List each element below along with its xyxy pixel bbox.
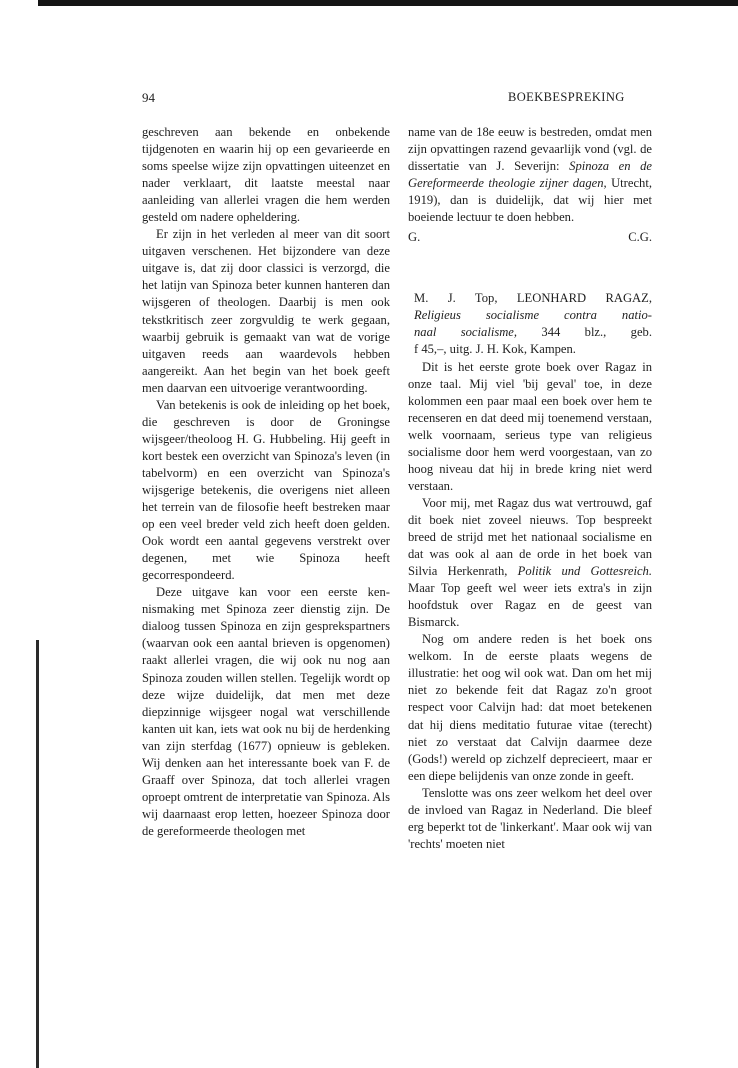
paragraph: Nog om andere reden is het boek ons welkom. In de eerste plaats wegens de illustratie: het oog wil ook wat. Dan om het mij niet zo bekende feit dat Ragaz zo'n groot respect voor Calvijn had: dat moet betekenen dat hij diens meditatio futurae vitae (terecht) niet zo verstaat dat Calvijn daarmee deze (Gods!) wereld op zichzelf deprecieert, maar er een diepe belijdenis van onze zonde in geeft. (408, 632, 652, 783)
signature-right: C.G. (628, 230, 652, 245)
right-column (408, 124, 652, 853)
paragraph-text: Voor mij, met Ragaz dus wat vertrouwd, gaf dit boek niet zoveel nieuws. Top bespreekt breed de strijd met het nationaal socialisme en dat was ook al aan de orde in het boek van Silvia Herkenrath, (408, 495, 652, 579)
scan-top-edge (38, 0, 738, 6)
review-heading (408, 290, 652, 358)
paragraph-text: Maar Top geeft wel weer iets extra's in zijn hoofdstuk over Ragaz en de geest van Bismarck. (408, 581, 652, 630)
review-title-line: Religieus socialisme contra natio- (414, 308, 652, 323)
running-head: BOEKBESPREKING (508, 90, 625, 104)
paragraph: geschreven aan bekende en onbekende tijdgenoten en waarin hij op een gevarieerde en soms speelse wijze zijn opvattingen uiteenzet en nader verklaart, dit laatste meestal naar aanleiding van allerlei vragen die hem werden gesteld om nadere opheldering. (142, 125, 390, 225)
signature-left: G. (408, 230, 421, 245)
review-publisher-line: f 45,–, uitg. J. H. Kok, Kampen. (414, 342, 576, 357)
review-pages: 344 blz., geb. (517, 325, 652, 340)
review-title-line (414, 324, 652, 341)
paragraph-text: name van de 18e eeuw is bestreden, omdat men zijn opvattingen razend gevaarlijk vond (vgl. de dissertatie van J. Severijn: (408, 125, 652, 174)
review-signature (408, 229, 652, 246)
paragraph (408, 495, 652, 631)
paragraph-text: Utrecht, 1919), dan is duidelijk, dat wij hier met boeiende lectuur te doen hebben. (408, 176, 653, 225)
book-title: Spinoza en de Gereformeerde theologie zijner dagen, (408, 159, 652, 191)
left-column (142, 124, 390, 840)
paragraph (408, 124, 652, 226)
page-number: 94 (142, 90, 155, 105)
paragraph: Er zijn in het verleden al meer van dit soort uitgaven verschenen. Het bijzondere van deze uitgave is, dat zij door classici is verzorgd, die het latijn van Spinoza beter kunnen hanteren dan wijsgeren of theologen. Daarbij is men ook tekstkritisch zeer zorgvuldig te werk gegaan, waarbij gebruik is gemaakt van wat de vorige uitgaven reeds aan waardevols hebben aangereikt. Aan het begin van het boek geeft men daarvan een uitvoerige verantwoording. (142, 227, 390, 395)
review-author-line: M. J. Top, LEONHARD RAGAZ, (414, 291, 652, 306)
paragraph: Tenslotte was ons zeer welkom het deel over de invloed van Ragaz in Nederland. Die bleef erg beperkt tot de 'linkerkant'. Maar ook wij van 'rechts' moeten niet (408, 785, 652, 851)
paragraph: Van betekenis is ook de inleiding op het boek, die geschreven is door de Groningse wijsgeer/theoloog H. G. Hubbeling. Hij geeft in kort bestek een overzicht van Spinoza's leven (in tabelvorm) en een overzicht van Spinoza's wijsgerige betekenis, die overigens niet alleen het terrein van de filosofie heeft bestreken maar op een veel breder veld zich heeft doen gelden. Ook wordt een aantal gegevens verstrekt over degenen, met wie Spinoza heeft gecorrespondeerd. (142, 397, 390, 583)
paragraph: Deze uitgave kan voor een eerste kennismaking met Spinoza zeer dienstig zijn. De dialoog tussen Spinoza en zijn gesprekspartners (waarvan ook een aantal brieven is opgenomen) raakt allerlei vragen, die wij ook nu nog aan Spinoza zouden willen stellen. Tegelijk wordt op deze wijze duidelijk, dat men met deze diepzinnige wijsgeer nogal wat verschillende kanten uit kan, iets wat ook nu bij de herdenking van zijn sterfdag (1677) opnieuw is gebleken. Wij denken aan het interessante boek van F. de Graaff over Spinoza, dat toch allerlei vragen oproept omtrent de interpretatie van Spinoza. Als wij daarnaast erop letten, hoezeer Spinoza door de gereformeerde theologen met (142, 585, 390, 838)
review-title-part: naal socialisme, (414, 325, 518, 340)
book-title: Politik und Gottesreich. (517, 564, 652, 579)
paragraph: Dit is het eerste grote boek over Ragaz in onze taal. Mij viel 'bij geval' toe, in deze kolommen een paar maal een boek over hem te recenseren en dat deed mij toenemend verstaan, welk voornaam, serieus type van religieus socialisme door hem werd voorgestaan, van zo hoog niveau dat hij in brede kring niet werd verstaan. (408, 359, 652, 493)
scan-left-edge (36, 640, 39, 1068)
